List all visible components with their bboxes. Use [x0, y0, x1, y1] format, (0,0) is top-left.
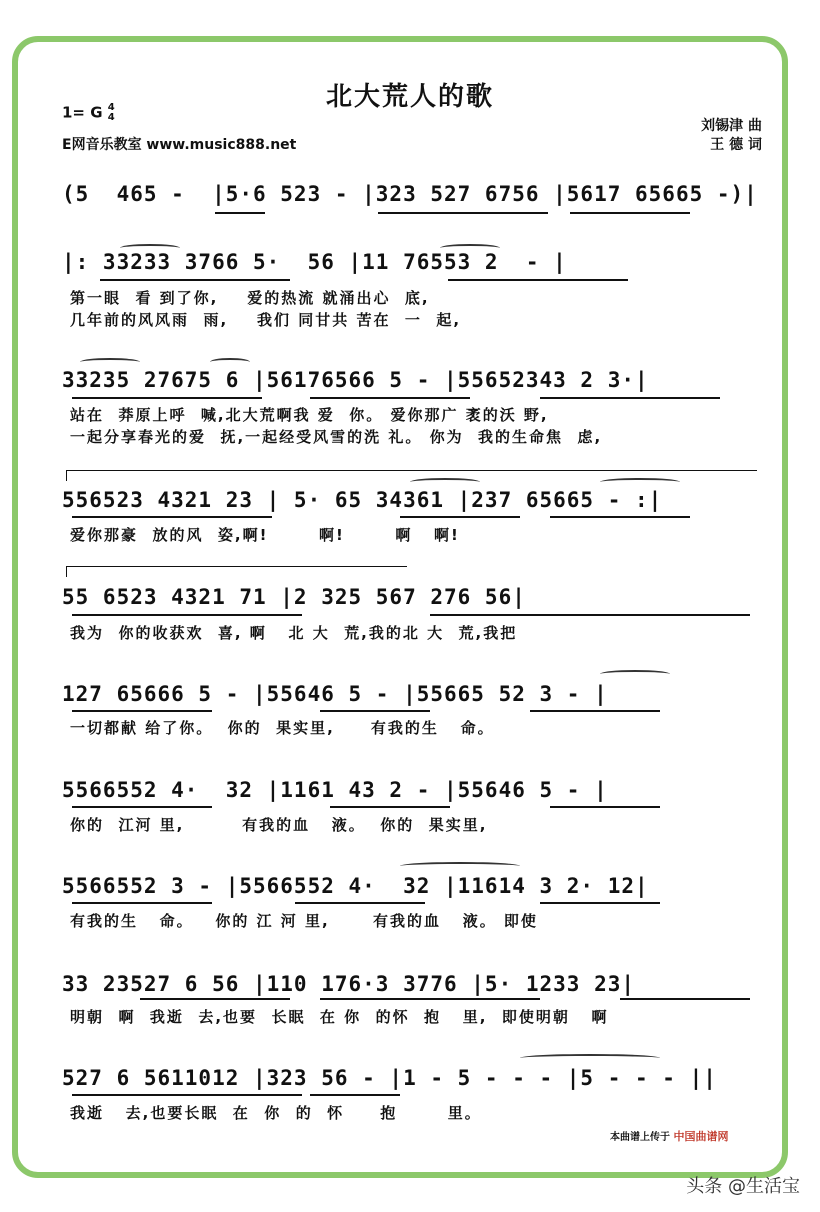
system-lyrics-7: 你的 江河 里, 有我的血 液。 你的 果实里, — [70, 816, 488, 834]
beam — [620, 998, 750, 1000]
tie — [520, 1054, 660, 1062]
beam — [72, 1094, 302, 1096]
upload-label: 本曲谱上传于 — [610, 1132, 670, 1143]
system-lyrics-2a: 第一眼 看 到了你, 爱的热流 就涌出心 底, — [70, 289, 430, 307]
system-notes-2: |: 33233 3766 5· 56 |11 76553 2 - | — [62, 250, 567, 274]
system-notes-3: 33235 27675 6 |56176566 5 - |55652343 2 3·| — [62, 368, 649, 392]
beam — [540, 902, 660, 904]
beam — [430, 614, 750, 616]
beam — [320, 710, 430, 712]
watermark: 头条 @生活宝 — [686, 1176, 800, 1197]
beam — [400, 516, 520, 518]
system-lyrics-8: 有我的生 命。 你的 江 河 里, 有我的血 液。 即使 — [70, 912, 538, 930]
beam — [100, 279, 290, 281]
beam — [295, 902, 425, 904]
time-top: 4 — [107, 102, 115, 113]
tie — [600, 670, 670, 678]
song-title: 北大荒人的歌 — [325, 82, 494, 112]
composer: 刘锡津 曲 — [701, 118, 762, 134]
beam — [540, 397, 720, 399]
beam — [448, 279, 628, 281]
key-signature — [62, 103, 115, 123]
site-logo: 中国曲谱网 — [673, 1130, 729, 1143]
beam — [72, 806, 212, 808]
lyricist: 王 德 词 — [710, 137, 762, 153]
system-lyrics-3a: 站在 莽原上呼 喊,北大荒啊我 爱 你。 爱你那广 袤的沃 野, — [70, 406, 549, 424]
system-lyrics-2b: 几年前的风风雨 雨, 我们 同甘共 苦在 一 起, — [70, 311, 462, 329]
beam — [72, 614, 302, 616]
time-signature — [108, 103, 115, 123]
beam — [550, 516, 690, 518]
beam — [550, 806, 660, 808]
beam — [330, 806, 450, 808]
beam — [72, 902, 212, 904]
tie — [600, 478, 680, 486]
beam — [72, 397, 262, 399]
system-lyrics-6: 一切都献 给了你。 你的 果实里, 有我的生 命。 — [70, 719, 495, 737]
system-notes-1: (5 465 - |5·6 523 - |323 527 6756 |5617 65665 -)| — [62, 182, 758, 206]
beam — [310, 397, 470, 399]
tie — [410, 478, 480, 486]
system-lyrics-9: 明朝 啊 我逝 去,也要 长眠 在 你 的怀 抱 里, 即使明朝 啊 — [70, 1008, 609, 1026]
beam — [72, 516, 272, 518]
beam — [215, 212, 265, 214]
tie — [120, 244, 180, 252]
volta-2 — [66, 566, 407, 577]
system-notes-10: 527 6 5611012 |323 56 - |1 - 5 - - - |5 - - - || — [62, 1066, 717, 1090]
system-notes-8: 5566552 3 - |5566552 4· 32 |11614 3 2· 12| — [62, 874, 649, 898]
tie — [440, 244, 500, 252]
beam — [72, 710, 212, 712]
tie — [210, 358, 250, 366]
upload-source — [610, 1128, 728, 1144]
system-notes-4: 556523 4321 23 | 5· 65 34361 |237 65665 - :| — [62, 488, 663, 512]
source-site: E网音乐教室 www.music888.net — [62, 137, 297, 153]
system-notes-6: 127 65666 5 - |55646 5 - |55665 52 3 - | — [62, 682, 608, 706]
beam — [310, 1094, 400, 1096]
tie — [80, 358, 140, 366]
system-lyrics-10: 我逝 去,也要长眠 在 你 的 怀 抱 里。 — [70, 1104, 482, 1122]
tie — [400, 862, 520, 870]
system-notes-9: 33 23527 6 56 |110 176·3 3776 |5· 1233 23| — [62, 972, 636, 996]
beam — [530, 710, 660, 712]
system-notes-5: 55 6523 4321 71 |2 325 567 276 56| — [62, 585, 526, 609]
system-lyrics-4: 爱你那豪 放的风 姿,啊! 啊! 啊 啊! — [70, 526, 460, 544]
system-notes-7: 5566552 4· 32 |1161 43 2 - |55646 5 - | — [62, 778, 608, 802]
beam — [140, 998, 290, 1000]
time-bottom: 4 — [107, 112, 115, 123]
beam — [320, 998, 540, 1000]
key-label: 1= G — [62, 103, 103, 122]
beam — [570, 212, 690, 214]
system-lyrics-5: 我为 你的收获欢 喜, 啊 北 大 荒,我的北 大 荒,我把 — [70, 624, 518, 642]
beam — [378, 212, 548, 214]
system-lyrics-3b: 一起分享春光的爱 抚,一起经受风雪的洗 礼。 你为 我的生命焦 虑, — [70, 428, 603, 446]
